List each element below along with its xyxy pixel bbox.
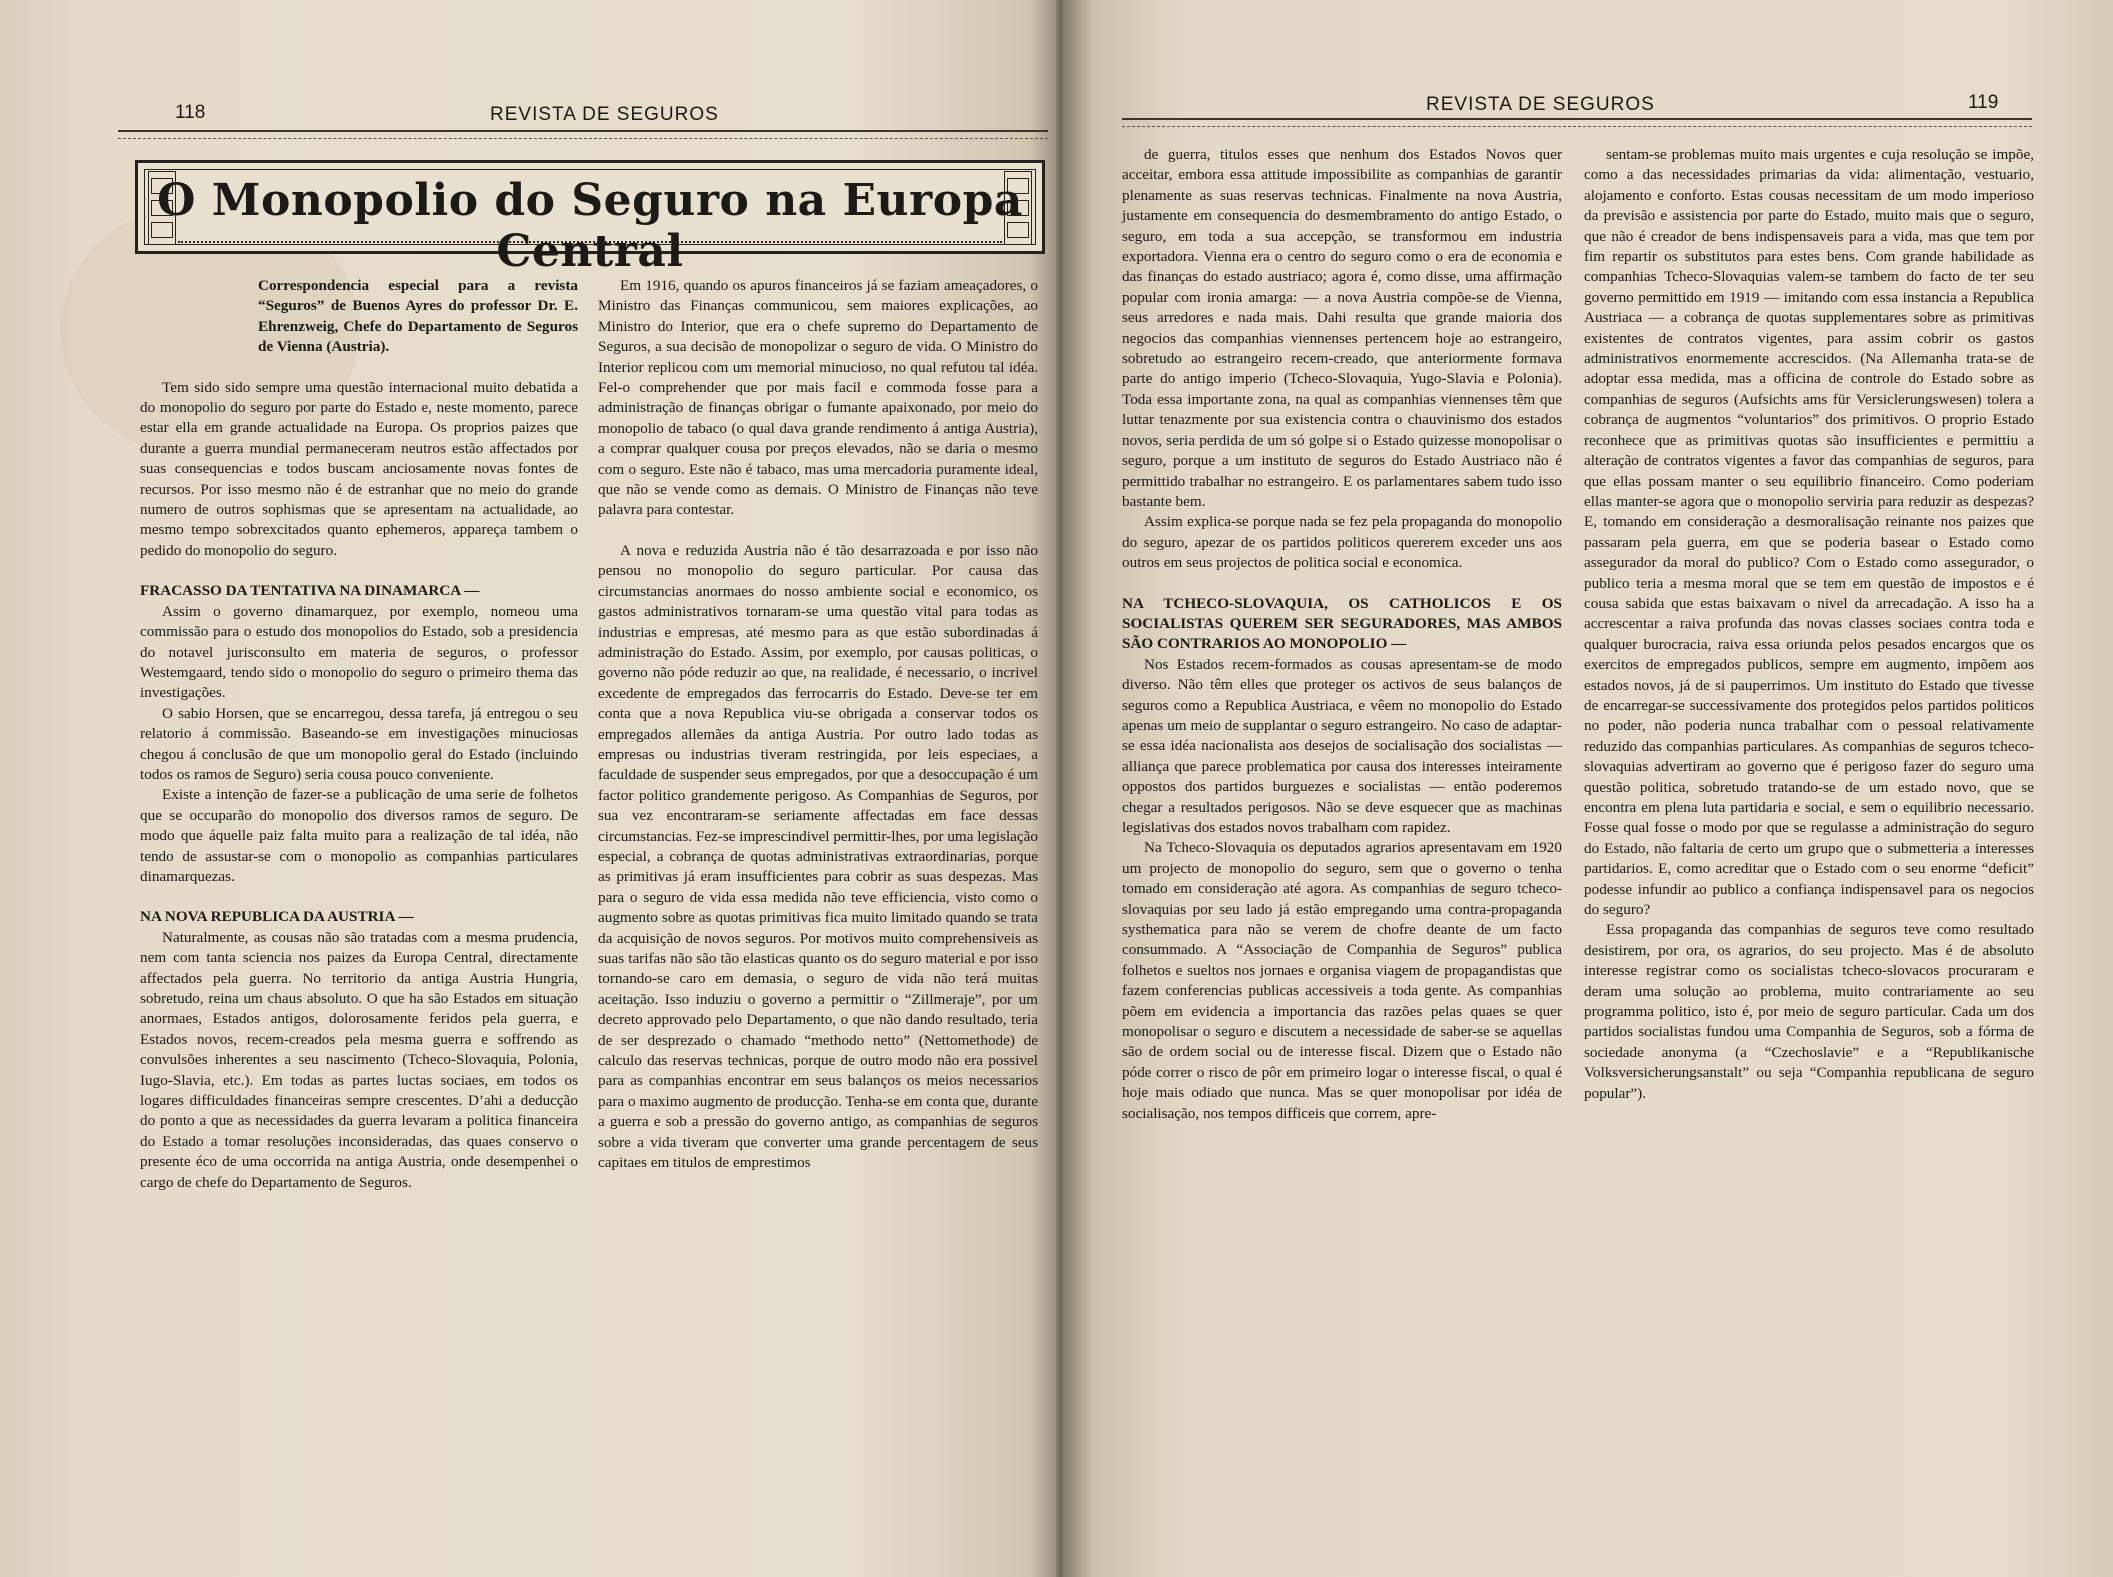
section-heading: NA TCHECO-SLOVAQUIA, OS CATHOLICOS E OS SOCIALISTAS QUEREM SER SEGURADORES, MAS AMBOS SÃO CONTRARIOS AO MONOPOLIO — xyxy=(1122,594,1562,653)
section-heading: NA NOVA REPUBLICA DA AUSTRIA — xyxy=(140,908,414,926)
page-number-left: 118 xyxy=(175,102,206,123)
paragraph: de guerra, titulos esses que nenhum dos Estados Novos quer acceitar, embora essa attitude impossibilite as companhias de garantir plenamente as suas reservas technicas. Finalmente na nova Austria, justamente em consequencia do desmembramento do antigo Estado, o seguro, em toda a sua accepção, se transformou em industria exportadora. Vienna era o centro do seguro como o era de economia e das finanças do estado austriaco; agora é, como disse, uma affirmação popular com ironia amarga: — a nova Austria compõe-se de Vienna, seus arredores e nada mais. Dahi resulta que grande maioria dos negocios das companhias viennenses pertencem hoje ao estrangeiro, sobretudo ao estrangeiro recem-creado, que anteriormente formava parte do antigo imperio (Tcheco-Slovaquia, Yugo-Slavia e Polonia). Toda essa importante zona, na qual as companhias viennenses têm que luttar tenazmente por sua existencia contra o chauvinismo dos estados novos, seria perdida de um só golpe si o Estado quizesse monopolisar o seguro, porque a um instituto de seguros do Estado Austriaco não é permittido trabalhar no estrangeiro. E os parlamentares sabem tudo isso bastante bem. xyxy=(1122,146,1562,510)
paragraph: Assim o governo dinamarquez, por exemplo, nomeou uma commissão para o estudo dos monopolios do Estado, sob a presidencia do notavel jurisconsulto em materia de seguros, o professor Westemgaard, tendo sido o monopolio do seguro o primeiro thema das investigações. xyxy=(140,602,578,702)
article-intro: Correspondencia especial para a revista “Seguros” de Buenos Ayres do professor Dr. E. Ehrenzweig, Chefe do Departamento de Seguros de Vienna (Austria). xyxy=(258,277,578,356)
article-title: O Monopolio do Seguro na Europa Central xyxy=(157,175,1023,277)
paragraph: Assim explica-se porque nada se fez pela propaganda do monopolio do seguro, apezar de os partidos politicos quererem exceder uns aos outros em seus projectos de politica social e economica. xyxy=(1122,513,1562,572)
paragraph: Nos Estados recem-formados as cousas apresentam-se de modo diverso. Não têm elles que proteger os activos de seus balanços de seguros como a Republica Austriaca, e vêem no monopolio do Estado apenas um meio de supplantar o seguro estrangeiro. No caso de adaptar-se essa idéa nacionalista aos desejos de socialisação dos socialistas — alliança que parece problematica por causa dos interesses inteiramente oppostos dos partidos burguezes e socialistas — então poderemos chegar a resultados perigosos. Não se deve esquecer que as machinas legislativas dos estados novos trabalham com rapidez. xyxy=(1122,655,1562,836)
paragraph: Tem sido sido sempre uma questão internacional muito debatida a do monopolio do seguro por parte do Estado e, neste momento, parece estar ella em grande actualidade na Europa. Os proprios paizes que durante a guerra mundial permaneceram neutros estão affectados por suas consequencias e todos buscam anciosamente novas fontes de recursos. Por isso mesmo não é de estranhar que no meio do grande numero de outros sophismas que se apresentam na actualidade, ao mesmo tempo sobrexcitados quanto ephemeros, appareça tambem o pedido do monopolio do seguro. xyxy=(140,378,578,559)
page-number-right: 119 xyxy=(1968,92,1999,113)
title-wave-rule xyxy=(178,237,1002,243)
header-rule-right xyxy=(1122,118,2032,127)
section-heading: FRACASSO DA TENTATIVA NA DINAMARCA — xyxy=(140,582,480,600)
paragraph: Em 1916, quando os apuros financeiros já se faziam ameaçadores, o Ministro das Finanças communicou, sem maiores explicações, ao Ministro do Interior, que era o chefe supremo do Departamento de Seguros, a sua decisão de monopolizar o seguro de vida. O Ministro do Interior replicou com um memorial minucioso, no qual refutou tal idéa. Fel-o comprehender que por mais facil e commoda fosse para a administração de finanças obrigar o fumante apaixonado, por meio do monopolio de tabaco (o qual dava grande rendimento á antiga Austria), a comprar qualquer cousa por preços elevados, não se daria o mesmo com o seguro. Este não é tabaco, mas uma mercadoria puramente ideal, que não se vende como as demais. O Ministro de Finanças não teve palavra para contestar. xyxy=(598,277,1038,519)
right-column-1 xyxy=(1122,145,1562,1124)
paragraph: O sabio Horsen, que se encarregou, dessa tarefa, já entregou o seu relatorio á commissão. Baseando-se em investigações minuciosas chegou á conclusão de que um monopolio geral do Estado (incluindo todos os ramos de Seguro) seria cousa pouco conveniente. xyxy=(140,704,578,783)
running-head-left: REVISTA DE SEGUROS xyxy=(490,104,719,125)
header-rule-left xyxy=(118,130,1048,139)
left-column-2 xyxy=(598,276,1038,1173)
paragraph: Naturalmente, as cousas não são tratadas com a mesma prudencia, nem com tanta sciencia nos paizes da Europa Central, directamente affectados pela guerra. No territorio da antiga Austria Hungria, sobretudo, reina um chaus absoluto. O que ha são Estados em situação anormaes, Estados antigos, dolorosamente feridos pela guerra, e Estados novos, recem-creados pela mesma guerra e soffrendo as convulsões inherentes a seu nascimento (Tcheco-Slovaquia, Polonia, Iugo-Slavia, etc.). Em todas as partes luctas sociaes, em todos os logares difficuldades financeiras sempre crescentes. D’ahi a deducção do ponto a que as necessidades da guerra levaram a politica financeira do Estado a tomar resoluções inconsideradas, das quaes conservo o presente éco de uma occorrida na antiga Austria, onde desempenhei o cargo de chefe do Departamento de Seguros. xyxy=(140,928,578,1191)
paragraph: A nova e reduzida Austria não é tão desarrazoada e por isso não pensou no monopolio do seguro particular. Por causa das circumstancias anormaes do nosso ambiente social e economico, os gastos administrativos tornaram-se uma questão vital para todas as industrias e empresas, até mesmo para as que estão subordinadas á administração do Estado. Assim, por exemplo, por causas politicas, o governo não póde reduzir ao que, na realidade, é necessario, o incrivel excedente de empregados das ferrocarris do Estado. Deve-se ter em conta que a nova Republica viu-se obrigada a conservar todos os empregados allemães da antiga Austria. Por outro lado todas as empresas ou industrias tiveram restringida, por leis especiaes, a faculdade de suspender seus empregados, por que a desoccupação é um factor politico grandemente perigoso. As Companhias de Seguros, por sua vez encontraram-se seriamente affectadas em face dessas circumstancias. Fez-se imprescindivel permittir-lhes, por uma legislação especial, a cobrança de quotas administrativas extraordinarias, porque as primitivas já eram insufficientes para cobrir as suas despezas. Mas para o seguro de vida essa medida não teve efficiencia, visto como o augmento sobre as quotas primitivas fica muito limitado quando se trata da acquisição de novos seguros. Por motivos muito comprehensiveis as suas tarifas não são tão elasticas quanto os do seguro material e por isso tornando-se caro em demasia, o seguro de vida não terá muitas aceitação. Isso induziu o governo a permittir o “Zillmeraje”, por um decreto approvado pelo Departamento, o que não dando resultado, teria de ser desprezado o chamado “methodo netto” (Nettomethode) de calculo das reservas technicas, porque de outro modo não era possivel para as companhias encontrar em seus balanços os meios necessarios para o maximo augmento de producção. Tenha-se em conta que, durante a guerra e sob a pressão do governo antigo, as companhias de seguros sobre a vida tiveram que converter uma grande percentagem de seus capitaes em titulos de emprestimos xyxy=(598,541,1038,1172)
running-head-right: REVISTA DE SEGUROS xyxy=(1426,94,1655,115)
left-column-1 xyxy=(140,276,578,1193)
paragraph: sentam-se problemas muito mais urgentes e cuja resolução se impõe, como a das necessidades primarias da vida: alimentação, vestuario, alojamento e conforto. Estas cousas necessitam de um modo imperioso da previsão e assistencia por parte do Estado, muito mais que o seguro, que não é creador de bens indispensaveis para a vida, mas que tem por fim repartir os substitutos para estes bens. Com grande habilidade as companhias Tcheco-Slovaquias valem-se tambem do facto de ter seu governo permittido em 1919 — imitando com essa instancia a Republica Austriaca — a cobrança de quotas supplementares sobre as primitivas existentes de contratos vigentes, para assim cobrir os gastos administrativos enormemente accrescidos. (Na Allemanha trata-se de adoptar essa medida, mas a officina de controle do Estado sobre as companhias de seguros (Aufsichts ams für Versiclerungswesen) tolera a cobrança de augmentos “voluntarios” dos primitivos. O proprio Estado reconhece que as primitivas quotas são insufficientes e permittiu a alteração de contratos vigentes a favor das companhias de seguros, para que ellas possam manter o seu equilibrio financeiro. Como poderiam ellas manter-se agora que o monopolio serviria para reduzir as despezas? E, tomando em consideração a desmoralisação reinante nos paizes que passaram pela guerra, em que se poderia basear o Estado como assegurador da moral do publico? Com o Estado como assegurador, o publico teria a mesma moral que se tem em questão de impostos e é cousa sabida que estas baixavam o nivel da arrecadação. A isso ha a accrescentar a raiva profunda das novas classes sociaes contra toda e qualquer burocracia, raiva essa oriunda pelos pesados encargos que os exercitos de empregados publicos, sempre em augmento, impõem aos estados novos, já de si pauperrimos. Um instituto do Estado que tivesse de encarregar-se successivamente dos protegidos pelos partidos politicos no poder, não poderia nunca trabalhar com o pessoal relativamente reduzido das companhias particulares. As companhias de seguros tcheco-slovaquias advertiram ao governo que é perigoso fazer do seguro uma questão politica, sobretudo tratando-se de um estado novo, que se encontra em plena luta partidaria e social, e sem o equilibrio necessario. Fosse qual fosse o modo por que se regulasse a administração do seguro do Estado, não faltaria de certo um grupo que o submetteria a interesses partidarios. E, como acreditar que o Estado com o seu enorme “deficit” podesse infundir ao publico a confiança indispensavel para os negocios do seguro? xyxy=(1584,146,2034,919)
right-page xyxy=(1062,0,2113,1577)
article-title-box xyxy=(135,160,1045,277)
paragraph: Essa propaganda das companhias de seguros teve como resultado desistirem, por ora, os agrarios, do seu projecto. Mas é de absoluto interesse registrar como os socialistas tcheco-slovacos procuraram e deram uma solução ao problema, muito contrariamente ao seu programma politico, isto é, por meio de seguro particular. Cada um dos partidos socialistas fundou uma Companhia de Seguros, sob a fórma de sociedade anonyma (a “Czechoslavie” e a “Republikanische Volksversicherungsanstalt” ou seja “Companhia republicana de seguro popular”). xyxy=(1584,921,2034,1102)
right-column-2 xyxy=(1584,145,2034,1104)
paragraph: Na Tcheco-Slovaquia os deputados agrarios apresentavam em 1920 um projecto de monopolio do seguro, sem que o governo o tenha tomado em consideração até agora. As companhias de seguro tcheco-slovaquias por seu lado já estão empregando uma contra-propaganda systhematica para não se verem de chofre deante de um facto consummado. A “Associação de Companhia de Seguros” publica folhetos e sueltos nos jornaes e organisa viagem de propagandistas que fazem conferencias publicas accessiveis a toda gente. As companhias põem em evidencia a importancia das razões pelas quaes se quer monopolisar o seguro e discutem a necessidade de saber-se se aquellas são de ordem social ou de interesse fiscal. Dizem que o Estado não póde correr o risco de pôr em primeiro logar o interesse fiscal, o qual é hoje mais odiado que nunca. Mas se quer monopolisar por idéa de socialisação, nos tempos difficeis que correm, apre- xyxy=(1122,839,1562,1122)
paragraph: Existe a intenção de fazer-se a publicação de uma serie de folhetos que se occuparão do monopolio dos diversos ramos de seguro. De modo que áquelle paiz falta muito para a realização de tal idéa, não tendo de assustar-se com o monopolio as companhias particulares dinamarquezas. xyxy=(140,786,578,885)
